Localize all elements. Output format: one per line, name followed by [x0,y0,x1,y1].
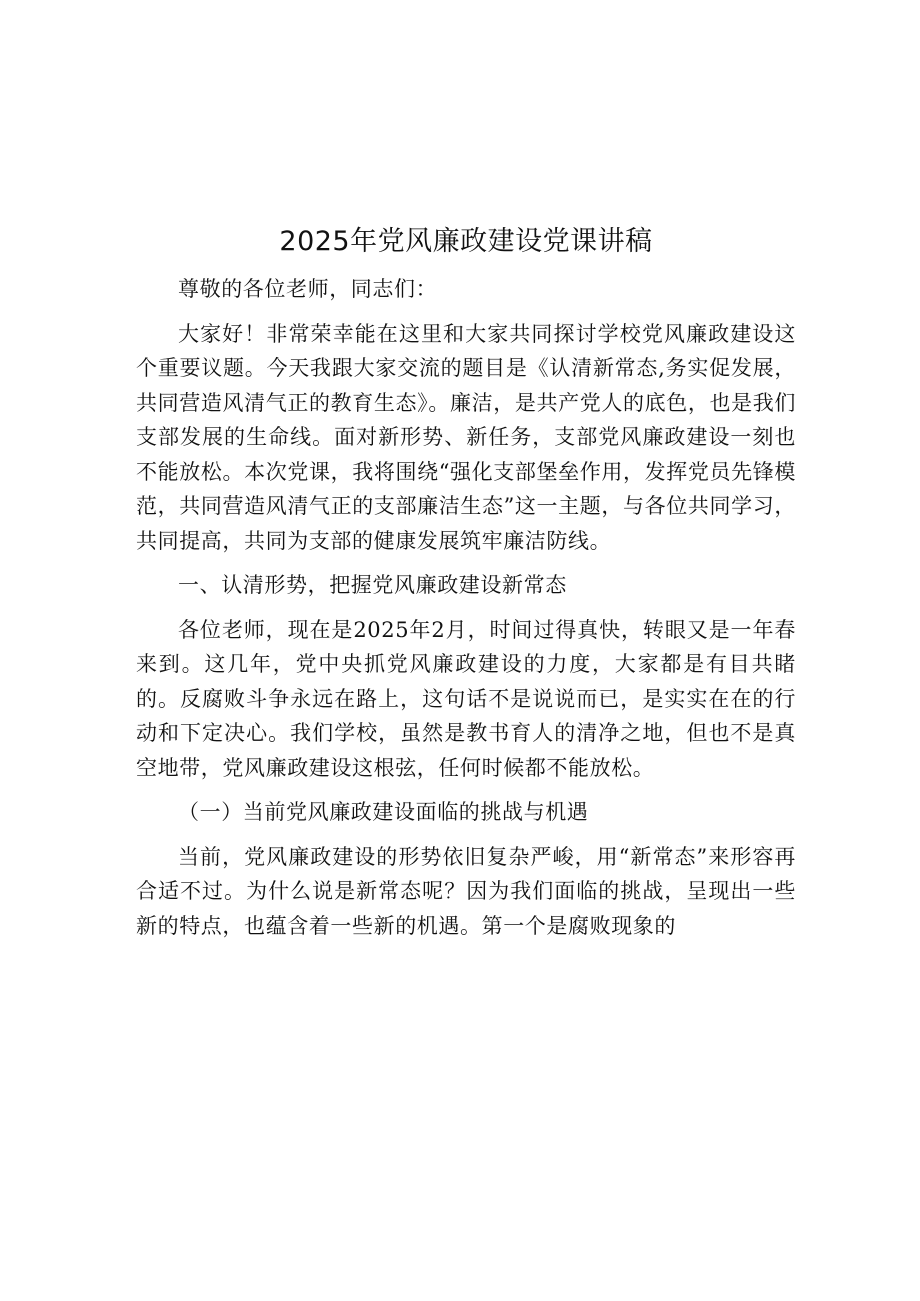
subsection-1-heading: （一）当前党风廉政建设面临的挑战与机遇 [178,800,589,824]
section-1-paragraph: 各位老师，现在是2025年2月，时间过得真快，转眼又是一年春来到。这几年，党中央抓党风廉政建设的力度，大家都是有目共睹的。反腐败斗争永远在路上，这句话不是说说而已，是实实在在的行动和下定决心。我们学校，虽然是教书育人的清净之地，但也不是真空地带，党风廉政建设这根弦，任何时候都不能放松。 [136,617,796,780]
intro-paragraph: 大家好！非常荣幸能在这里和大家共同探讨学校党风廉政建设这个重要议题。今天我跟大家交流的题目是《认清新常态,务实促发展，共同营造风清气正的教育生态》。廉洁，是共产党人的底色，也是我们支部发展的生命线。面对新形势、新任务，支部党风廉政建设一刻也不能放松。本次党课，我将围绕“强化支部堡垒作用，发挥党员先锋模范，共同营造风清气正的支部廉洁生态”这一主题，与各位共同学习，共同提高，共同为支部的健康发展筑牢廉洁防线。 [136,321,796,553]
salutation: 尊敬的各位老师，同志们： [178,277,438,301]
document-body [136,222,796,953]
document-title: 2025年党风廉政建设党课讲稿 [279,226,653,257]
subsection-1-paragraph: 当前，党风廉政建设的形势依旧复杂严峻，用“新常态”来形容再合适不过。为什么说是新常态呢？因为我们面临的挑战，呈现出一些新的特点，也蕴含着一些新的机遇。第一个是腐败现象的 [136,844,796,938]
section-1-heading: 一、认清形势，把握党风廉政建设新常态 [178,573,567,597]
